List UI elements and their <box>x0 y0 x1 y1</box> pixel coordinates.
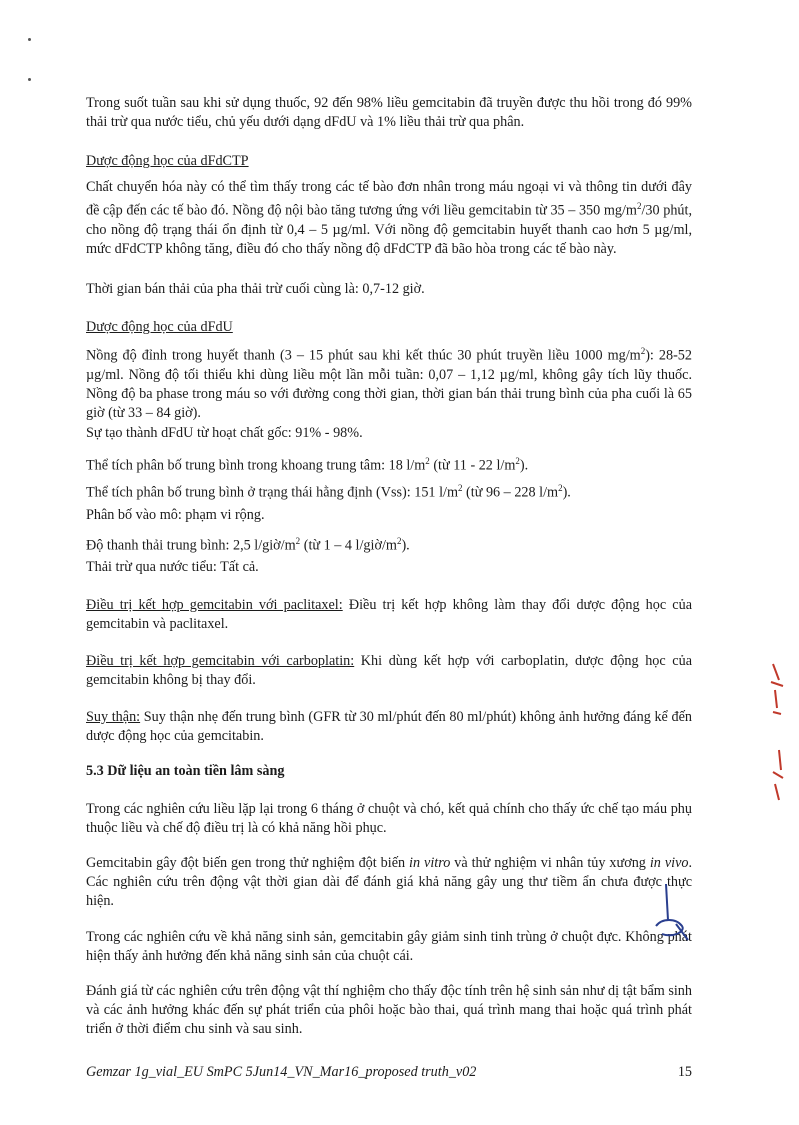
text-segment: ). <box>401 537 410 554</box>
italic-term: in vitro <box>409 855 451 871</box>
paragraph-dfdu-peak <box>86 342 692 423</box>
renal-text: Suy thận nhẹ đến trung bình (GFR từ 30 ml/phút đến 80 ml/phút) không ảnh hưởng đáng kể đến dược động học của gemcitabin. <box>86 709 692 744</box>
text-segment: ): 28-52 µg/ml. Nồng độ tối thiểu khi dùng liều một lần mỗi tuần: 0,07 – 1,12 µg/ml, không gây tích lũy thuốc. Nồng độ ba phase trong máu so với đường cong thời gian, thời gian bán thải trung bình của pha cuối là 65 giờ (từ 33 – 84 giờ). <box>86 347 692 421</box>
page-footer <box>86 1064 692 1081</box>
heading-section-5-3: 5.3 Dữ liệu an toàn tiền lâm sàng <box>86 763 285 779</box>
text-segment: Chất chuyển hóa này có thể tìm thấy trong các tế bào đơn nhân trong máu ngoại vi và thông tin dưới đây đề cập đến các tế bào đó. Nồng độ nội bào tăng tương ứng với liều gemcitabin từ 35 – 350 mg/m <box>86 179 692 219</box>
paragraph-safety-mutagenicity <box>86 854 692 911</box>
text-segment: (từ 1 – 4 l/giờ/m <box>300 537 397 554</box>
punch-dot-top <box>28 38 31 41</box>
text-segment: Thể tích phân bố trung bình ở trạng thái hằng định (Vss): 151 l/m <box>86 484 458 501</box>
paragraph-combo-paclitaxel <box>86 596 692 634</box>
margin-stamp-fragment <box>761 660 791 810</box>
text-segment: Thể tích phân bố trung bình trong khoang trung tâm: 18 l/m <box>86 457 426 474</box>
italic-term: in vivo <box>649 855 689 871</box>
text-segment: /30 phút, cho nồng độ trạng thái ổn định từ 0,4 – 5 µg/ml. Với nồng độ gemcitabin huyết thanh cao hơn 5 µg/ml, mức dFdCTP không tăng, điều đó cho thấy nồng độ dFdCTP đã bão hòa trong các tế bào này. <box>86 202 693 257</box>
text-segment: Nồng độ đỉnh trong huyết thanh (3 – 15 phút sau khi kết thúc 30 phút truyền liều 1000 mg/m <box>86 347 641 364</box>
superscript: 2 <box>396 536 402 546</box>
text-segment: ). <box>519 457 529 474</box>
heading-dfdctp-text: Dược động học của dFdCTP <box>86 153 249 169</box>
paragraph-dfdu-vd-central <box>86 452 692 476</box>
combo-carboplatin-label: Điều trị kết hợp gemcitabin với carboplatin: <box>86 653 355 669</box>
paragraph-dfdctp-concentration <box>86 178 692 259</box>
paragraph-safety-reproductive: Đánh giá từ các nghiên cứu trên động vật thí nghiệm cho thấy độc tính trên hệ sinh sản như dị tật bẩm sinh và các ảnh hưởng khác đến sự phát triển của phôi hoặc bào thai, quá trình mang thai hoặc quá trình phát triển ở thời điểm chu sinh và sau sinh. <box>86 983 692 1037</box>
superscript: 2 <box>636 201 642 211</box>
paragraph-dfdu-urine: Thải trừ qua nước tiểu: Tất cả. <box>86 559 259 575</box>
handwritten-initial-mark <box>648 880 698 950</box>
paragraph-dfdu-formation: Sự tạo thành dFdU từ hoạt chất gốc: 91% - 98%. <box>86 425 363 441</box>
text-segment: (từ 96 – 228 l/m <box>462 484 559 501</box>
superscript: 2 <box>295 536 301 546</box>
paragraph-dfdctp-halflife: Thời gian bán thải của pha thải trừ cuối cùng là: 0,7-12 giờ. <box>86 281 425 297</box>
text-segment: ). <box>562 484 571 501</box>
superscript: 2 <box>558 483 563 493</box>
superscript: 2 <box>515 456 520 466</box>
paragraph-renal <box>86 708 692 746</box>
text-segment: (từ 11 - 22 l/m <box>429 457 516 474</box>
superscript: 2 <box>425 456 430 466</box>
paragraph-dfdu-vss <box>86 479 692 503</box>
page-number: 15 <box>677 1064 692 1080</box>
punch-dot-lower <box>28 78 31 81</box>
paragraph-combo-carboplatin <box>86 652 692 690</box>
text-segment: và thử nghiệm vi nhân tủy xương <box>450 855 650 871</box>
superscript: 2 <box>640 346 646 356</box>
combo-carboplatin-text: Khi dùng kết hợp với carboplatin, dược động học của gemcitabin không bị thay đổi. <box>86 653 692 688</box>
paragraph-dfdu-tissue: Phân bố vào mô: phạm vi rộng. <box>86 507 265 523</box>
paragraph-safety-fertility: Trong các nghiên cứu về khả năng sinh sản, gemcitabin gây giảm sinh tinh trùng ở chuột đực. Không phát hiện thấy ảnh hưởng đến khả năng sinh sản của chuột cái. <box>86 929 692 964</box>
combo-paclitaxel-text: Điều trị kết hợp không làm thay đổi dược động học của gemcitabin và paclitaxel. <box>86 597 692 632</box>
combo-paclitaxel-label: Điều trị kết hợp gemcitabin với paclitaxel: <box>86 597 343 613</box>
renal-label: Suy thận: <box>86 709 141 725</box>
text-segment: . Các nghiên cứu trên động vật thời gian dài để đánh giá khả năng gây ung thư tiềm ẩn chưa được thực hiện. <box>86 855 693 909</box>
heading-dfdu <box>86 318 692 337</box>
text-segment: Gemcitabin gây đột biến gen trong thử nghiệm đột biến <box>86 855 410 871</box>
text-segment: Độ thanh thải trung bình: 2,5 l/giờ/m <box>86 537 296 554</box>
paragraph-dfdu-clearance <box>86 532 692 556</box>
paragraph-safety-repeat-dose: Trong các nghiên cứu liều lặp lại trong 6 tháng ở chuột và chó, kết quả chính cho thấy ức chế tạo máu phụ thuộc liều và chế độ điều trị là có khả năng hồi phục. <box>86 801 692 836</box>
superscript: 2 <box>458 483 463 493</box>
paragraph-elimination: Trong suốt tuần sau khi sử dụng thuốc, 92 đến 98% liều gemcitabin đã truyền được thu hồi trong đó 99% thải trừ qua nước tiểu, chủ yếu dưới dạng dFdU và 1% liều thải trừ qua phân. <box>86 95 692 130</box>
heading-dfdctp <box>86 152 692 171</box>
heading-dfdu-text: Dược động học của dFdU <box>86 319 233 335</box>
footer-filename: Gemzar 1g_vial_EU SmPC 5Jun14_VN_Mar16_proposed truth_v02 <box>86 1064 477 1080</box>
